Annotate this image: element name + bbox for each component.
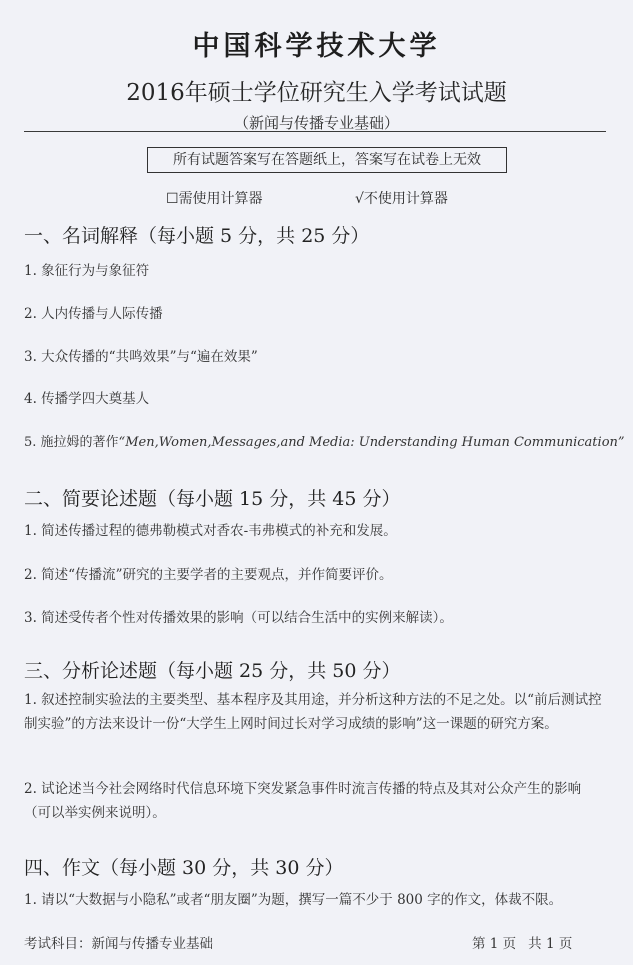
section-heading-3: 三、分析论述题（每小题 25 分，共 50 分）	[24, 660, 401, 682]
footer-subject: 考试科目：新闻与传播专业基础	[24, 936, 213, 952]
question-3-1: 1. 叙述控制实验法的主要类型、基本程序及其用途，并分析这种方法的不足之处。以“前后测试控制实验”的方法来设计一份“大学生上网时间过长对学习成绩的影响”这一课题的研究方案。	[24, 692, 602, 732]
question-1-3: 3. 大众传播的“共鸣效果”与“遍在效果”	[24, 349, 258, 365]
question-2-2: 2. 简述“传播流”研究的主要学者的主要观点，并作简要评价。	[24, 567, 393, 583]
question-1-5-prefix: 5. 施拉姆的著作	[24, 435, 119, 450]
question-1-2: 2. 人内传播与人际传播	[24, 306, 163, 322]
question-4-1: 1. 请以“大数据与小隐私”或者“朋友圈”为题，撰写一篇不少于 800 字的作文，体裁不限。	[24, 892, 563, 908]
calculator-needed-label: 需使用计算器	[178, 191, 263, 207]
footer-page-number: 第 1 页	[472, 936, 517, 952]
footer-page-total: 共 1 页	[528, 936, 573, 952]
calculator-needed-option	[166, 188, 263, 208]
footer-pagination	[472, 932, 572, 952]
question-3-2: 2. 试论述当今社会网络时代信息环境下突发紧急事件时流言传播的特点及其对公众产生的影响（可以举实例来说明）。	[24, 781, 582, 821]
empty-checkbox-icon: ☐	[166, 191, 179, 207]
calculator-not-needed-label: 不使用计算器	[363, 191, 448, 207]
answer-notice-box: 所有试题答案写在答题纸上，答案写在试卷上无效	[147, 147, 507, 173]
question-2-1: 1. 简述传播过程的德弗勒模式对香农-韦弗模式的补充和发展。	[24, 523, 397, 539]
question-1-5-book-title: “Men,Women,Messages,and Media: Understanding Human Communication”	[118, 435, 625, 450]
question-1-5	[24, 431, 625, 450]
question-1-1: 1. 象征行为与象征符	[24, 263, 150, 279]
exam-subject: （新闻与传播专业基础）	[233, 114, 399, 132]
exam-title: 2016年硕士学位研究生入学考试试题	[126, 80, 507, 106]
section-heading-2: 二、简要论述题（每小题 15 分，共 45 分）	[24, 488, 401, 510]
section-heading-1: 一、名词解释（每小题 5 分，共 25 分）	[24, 225, 370, 247]
question-1-4: 4. 传播学四大奠基人	[24, 391, 150, 407]
check-mark-icon: √	[355, 191, 364, 207]
university-name: 中国科学技术大学	[192, 31, 441, 62]
header-divider	[24, 131, 606, 132]
question-2-3: 3. 简述受传者个性对传播效果的影响（可以结合生活中的实例来解读）。	[24, 610, 453, 626]
section-heading-4: 四、作文（每小题 30 分，共 30 分）	[24, 857, 344, 879]
calculator-not-needed-option	[355, 188, 448, 208]
